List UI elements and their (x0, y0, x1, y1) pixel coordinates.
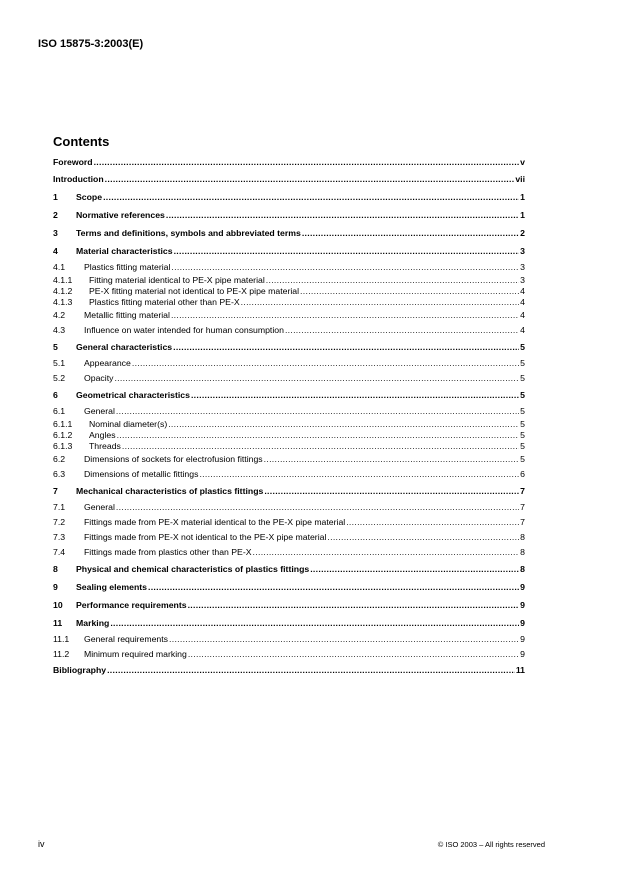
toc-entry-page: 5 (520, 419, 525, 429)
toc-entry[interactable] (53, 206, 525, 224)
toc-entry-page: 8 (520, 564, 525, 574)
dot-leader (103, 192, 519, 203)
toc-entry-title: Performance requirements (76, 600, 187, 610)
toc-entry-number: 7.1 (53, 502, 66, 512)
toc-entry-title: Minimum required marking (84, 649, 187, 659)
toc-entry[interactable] (53, 356, 525, 371)
toc-entry-page: 4 (520, 297, 525, 307)
toc-entry[interactable] (53, 308, 525, 323)
toc-entry-title: General requirements (84, 634, 169, 644)
toc-entry-title: General characteristics (76, 342, 173, 352)
toc-entry-page: 4 (520, 286, 525, 296)
toc-entry-title: Metallic fitting material (84, 310, 170, 320)
toc-entry-number: 5.1 (53, 358, 66, 368)
dot-leader (188, 600, 520, 611)
toc-entry[interactable] (53, 441, 525, 452)
toc-entry-number: 4.1.3 (53, 297, 73, 307)
toc-entry-page: 7 (520, 486, 525, 496)
toc-entry[interactable] (53, 171, 525, 188)
contents-heading: Contents (53, 134, 110, 149)
toc-entry-page: 2 (520, 228, 525, 238)
toc-entry-title: Introduction (53, 174, 104, 184)
toc-entry-title: Physical and chemical characteristics of plastics fittings (76, 564, 310, 574)
toc-entry-page: 5 (520, 406, 525, 416)
toc-entry-page: 6 (520, 469, 525, 479)
dot-leader (114, 373, 519, 384)
dot-leader (188, 649, 519, 660)
dot-leader (117, 430, 520, 441)
dot-leader (171, 310, 519, 321)
toc-entry-page: 3 (520, 246, 525, 256)
toc-entry-number: 4.1.1 (53, 275, 73, 285)
toc-entry-page: 9 (520, 618, 525, 628)
toc-entry-page: 1 (520, 192, 525, 202)
toc-entry-page: 7 (520, 517, 525, 527)
dot-leader (264, 486, 519, 497)
toc-entry-title: General (84, 406, 115, 416)
toc-entry-number: 7.2 (53, 517, 66, 527)
toc-entry[interactable] (53, 530, 525, 545)
toc-entry[interactable] (53, 500, 525, 515)
toc-entry[interactable] (53, 632, 525, 647)
dot-leader (310, 564, 519, 575)
toc-entry[interactable] (53, 297, 525, 308)
toc-entry-number: 1 (53, 192, 58, 202)
dot-leader (346, 517, 519, 528)
toc-entry-number: 11 (53, 618, 63, 628)
toc-entry-page: 7 (520, 502, 525, 512)
toc-entry-page: 5 (520, 373, 525, 383)
toc-entry-page: 3 (520, 262, 525, 272)
toc-entry-title: Bibliography (53, 665, 107, 675)
toc-entry-title: Dimensions of metallic fittings (84, 469, 199, 479)
toc-entry-number: 6.1.2 (53, 430, 73, 440)
toc-entry[interactable] (53, 323, 525, 338)
toc-entry[interactable] (53, 430, 525, 441)
copyright-notice: © ISO 2003 – All rights reserved (437, 840, 545, 849)
toc-entry-title: Dimensions of sockets for electrofusion fittings (84, 454, 263, 464)
toc-entry[interactable] (53, 467, 525, 482)
table-of-contents (53, 154, 525, 679)
toc-entry[interactable] (53, 596, 525, 614)
toc-entry-title: Angles (89, 430, 116, 440)
toc-entry-title: Fitting material identical to PE-X pipe material (89, 275, 265, 285)
toc-entry-page: v (520, 157, 525, 167)
toc-entry-number: 7 (53, 486, 58, 496)
toc-entry-title: Foreword (53, 157, 93, 167)
toc-entry-title: Opacity (84, 373, 114, 383)
toc-entry-page: 11 (515, 665, 525, 675)
toc-entry-page: 5 (520, 430, 525, 440)
toc-entry[interactable] (53, 371, 525, 386)
toc-entry-number: 9 (53, 582, 58, 592)
toc-entry-number: 3 (53, 228, 58, 238)
toc-entry[interactable] (53, 275, 525, 286)
toc-entry-title: Material characteristics (76, 246, 173, 256)
toc-entry-page: 5 (520, 441, 525, 451)
toc-entry-title: Terms and definitions, symbols and abbreviated terms (76, 228, 301, 238)
page-number: iv (38, 839, 45, 849)
toc-entry-number: 6.2 (53, 454, 66, 464)
toc-entry-page: 9 (520, 582, 525, 592)
toc-entry[interactable] (53, 286, 525, 297)
toc-entry-title: Scope (76, 192, 103, 202)
toc-entry[interactable] (53, 545, 525, 560)
toc-entry[interactable] (53, 386, 525, 404)
dot-leader (285, 325, 519, 336)
toc-entry[interactable] (53, 242, 525, 260)
dot-leader (166, 210, 519, 221)
dot-leader (174, 246, 520, 257)
toc-entry-number: 6.3 (53, 469, 66, 479)
dot-leader (173, 342, 519, 353)
dot-leader (116, 406, 519, 417)
toc-entry-title: Marking (76, 618, 110, 628)
toc-entry-page: vii (515, 174, 525, 184)
toc-entry-page: 3 (520, 275, 525, 285)
dot-leader (327, 532, 519, 543)
toc-entry-number: 4.2 (53, 310, 66, 320)
dot-leader (132, 358, 519, 369)
dot-leader (199, 469, 519, 480)
toc-entry-page: 9 (520, 649, 525, 659)
toc-entry[interactable] (53, 188, 525, 206)
dot-leader (94, 157, 520, 168)
toc-entry[interactable] (53, 419, 525, 430)
toc-entry-number: 4.3 (53, 325, 66, 335)
toc-entry-page: 8 (520, 547, 525, 557)
toc-entry-number: 5 (53, 342, 58, 352)
toc-entry-title: Threads (89, 441, 121, 451)
dot-leader (105, 174, 515, 185)
toc-entry-title: Plastics fitting material other than PE-X (89, 297, 240, 307)
toc-entry-title: Appearance (84, 358, 131, 368)
toc-entry-title: Plastics fitting material (84, 262, 171, 272)
toc-entry[interactable] (53, 260, 525, 275)
dot-leader (169, 634, 519, 645)
dot-leader (107, 665, 515, 676)
toc-entry-title: Fittings made from PE-X not identical to the PE-X pipe material (84, 532, 327, 542)
toc-entry-title: Geometrical characteristics (76, 390, 190, 400)
toc-entry-title: Influence on water intended for human consumption (84, 325, 284, 335)
toc-entry-number: 4 (53, 246, 58, 256)
toc-entry[interactable] (53, 404, 525, 419)
dot-leader (148, 582, 519, 593)
toc-entry-page: 5 (520, 454, 525, 464)
dot-leader (171, 262, 519, 273)
toc-entry[interactable] (53, 482, 525, 500)
toc-entry[interactable] (53, 338, 525, 356)
toc-entry-title: Sealing elements (76, 582, 147, 592)
dot-leader (168, 419, 519, 430)
toc-entry[interactable] (53, 614, 525, 632)
toc-entry[interactable] (53, 515, 525, 530)
dot-leader (253, 547, 520, 558)
toc-entry-number: 11.1 (53, 634, 70, 644)
toc-entry-title: PE-X fitting material not identical to PE-X pipe material (89, 286, 300, 296)
dot-leader (122, 441, 519, 452)
toc-entry-number: 6 (53, 390, 58, 400)
toc-entry-number: 11.2 (53, 649, 70, 659)
toc-entry[interactable] (53, 224, 525, 242)
toc-entry-number: 6.1 (53, 406, 66, 416)
toc-entry-title: Mechanical characteristics of plastics fittings (76, 486, 264, 496)
toc-entry[interactable] (53, 154, 525, 171)
toc-entry[interactable] (53, 452, 525, 467)
toc-entry[interactable] (53, 647, 525, 662)
dot-leader (116, 502, 519, 513)
toc-entry-page: 9 (520, 634, 525, 644)
toc-entry-title: Fittings made from plastics other than PE-X (84, 547, 252, 557)
toc-entry-number: 4.1 (53, 262, 66, 272)
toc-entry-page: 4 (520, 310, 525, 320)
toc-entry-title: Fittings made from PE-X material identical to the PE-X pipe material (84, 517, 346, 527)
toc-entry-page: 8 (520, 532, 525, 542)
toc-entry[interactable] (53, 662, 525, 679)
dot-leader (302, 228, 519, 239)
dot-leader (266, 275, 519, 286)
toc-entry-title: Nominal diameter(s) (89, 419, 168, 429)
dot-leader (241, 297, 520, 308)
toc-entry-page: 4 (520, 325, 525, 335)
document-id-header: ISO 15875-3:2003(E) (38, 38, 144, 50)
toc-entry-number: 10 (53, 600, 63, 610)
toc-entry-number: 2 (53, 210, 58, 220)
toc-entry-number: 7.3 (53, 532, 66, 542)
toc-entry[interactable] (53, 560, 525, 578)
toc-entry-number: 7.4 (53, 547, 66, 557)
toc-entry-title: Normative references (76, 210, 165, 220)
toc-entry-title: General (84, 502, 115, 512)
toc-entry-page: 9 (520, 600, 525, 610)
toc-entry-page: 1 (520, 210, 525, 220)
toc-entry-number: 8 (53, 564, 58, 574)
dot-leader (264, 454, 520, 465)
toc-entry-number: 5.2 (53, 373, 66, 383)
toc-entry-page: 5 (520, 390, 525, 400)
toc-entry-page: 5 (520, 358, 525, 368)
toc-entry-page: 5 (520, 342, 525, 352)
dot-leader (300, 286, 519, 297)
toc-entry-number: 4.1.2 (53, 286, 73, 296)
dot-leader (191, 390, 519, 401)
toc-entry-number: 6.1.1 (53, 419, 73, 429)
toc-entry[interactable] (53, 578, 525, 596)
toc-entry-number: 6.1.3 (53, 441, 73, 451)
dot-leader (110, 618, 519, 629)
